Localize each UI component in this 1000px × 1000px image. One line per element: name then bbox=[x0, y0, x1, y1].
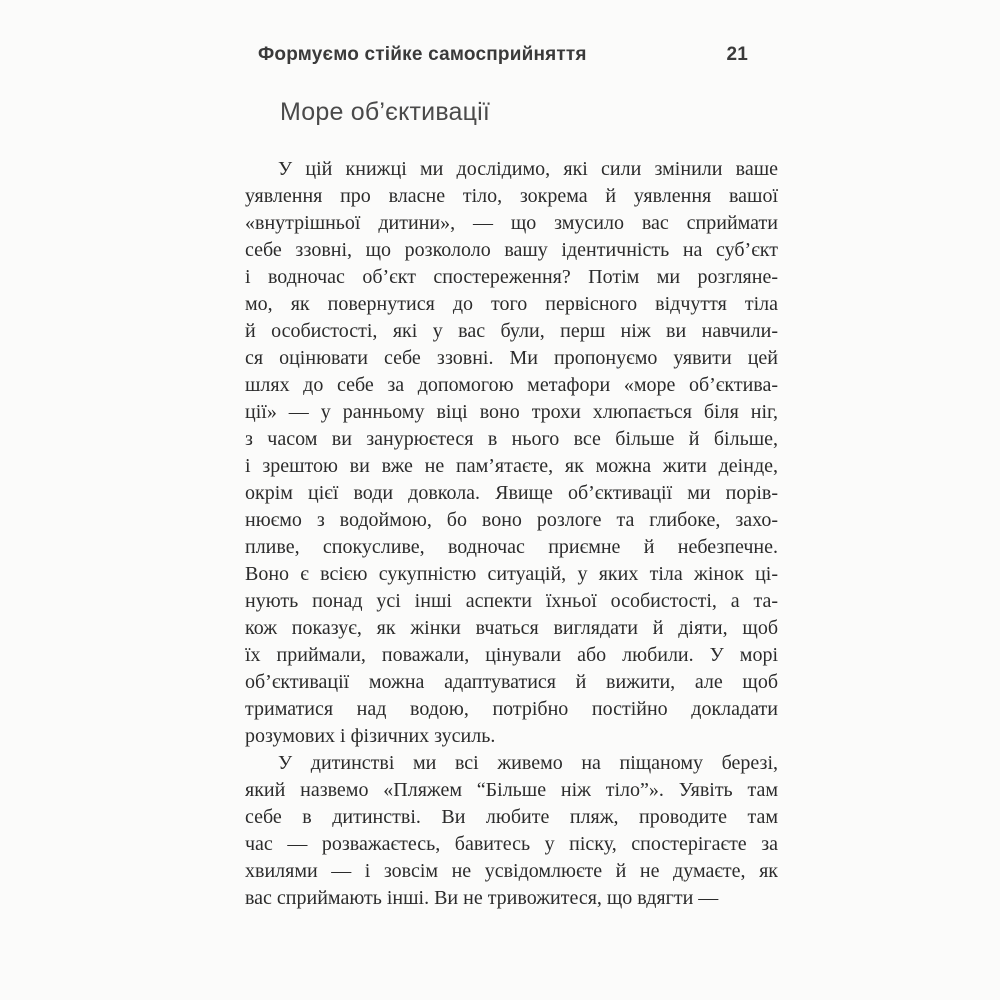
text-line: час — розважаєтесь, бавитесь у піску, спостерігаєте за bbox=[245, 833, 778, 855]
text-line: розумових і фізичних зусиль. bbox=[245, 725, 496, 747]
text-line: У дитинстві ми всі живемо на піщаному березі, bbox=[278, 752, 778, 774]
text-line: пливе, спокусливе, водночас приємне й небезпечне. bbox=[245, 536, 778, 558]
text-line: нують понад усі інші аспекти їхньої особистості, а та- bbox=[245, 590, 778, 612]
text-line: їх приймали, поважали, цінували або любили. У морі bbox=[245, 644, 778, 666]
text-line: й особистості, які у вас були, перш ніж ви навчили- bbox=[245, 320, 778, 342]
text-line: шлях до себе за допомогою метафори «море об’єктива- bbox=[245, 374, 778, 396]
text-line: кож показує, як жінки вчаться виглядати й діяти, щоб bbox=[245, 617, 778, 639]
text-line: вас сприймають інші. Ви не тривожитеся, що вдягти — bbox=[245, 887, 719, 909]
text-line: який назвемо «Пляжем “Більше ніж тіло”». Уявіть там bbox=[245, 779, 778, 801]
text-line: «внутрішньої дитини», — що змусило вас сприймати bbox=[245, 212, 778, 234]
text-line: уявлення про власне тіло, зокрема й уявлення вашої bbox=[245, 185, 778, 207]
body-text bbox=[245, 156, 778, 912]
text-line: і зрештою ви вже не пам’ятаєте, як можна жити деінде, bbox=[245, 455, 778, 477]
text-line: мо, як повернутися до того первісного відчуття тіла bbox=[245, 293, 778, 315]
text-line: У цій книжці ми дослідимо, які сили змінили ваше bbox=[278, 158, 778, 180]
text-line: хвилями — і зовсім не усвідомлюєте й не думаєте, як bbox=[245, 860, 778, 882]
text-line: ся оцінювати себе ззовні. Ми пропонуємо уявити цей bbox=[245, 347, 778, 369]
text-line: себе в дитинстві. Ви любите пляж, проводите там bbox=[245, 806, 778, 828]
text-line: і водночас об’єкт спостереження? Потім ми розгляне- bbox=[245, 266, 778, 288]
section-title: Море об’єктивації bbox=[280, 98, 491, 126]
text-line: об’єктивації можна адаптуватися й вижити, але щоб bbox=[245, 671, 778, 693]
page-header bbox=[245, 44, 778, 66]
text-line: себе ззовні, що розкололо вашу ідентичність на суб’єкт bbox=[245, 239, 778, 261]
running-title: Формуємо стійке самосприйняття bbox=[258, 44, 587, 65]
page-number: 21 bbox=[726, 44, 748, 65]
text-line: Воно є всією сукупністю ситуацій, у яких тіла жінок ці- bbox=[245, 563, 778, 585]
text-line: триматися над водою, потрібно постійно докладати bbox=[245, 698, 778, 720]
text-line: ції» — у ранньому віці воно трохи хлюпається біля ніг, bbox=[245, 401, 778, 423]
text-line: нюємо з водоймою, бо воно розлоге та глибоке, захо- bbox=[245, 509, 778, 531]
text-line: окрім цієї води довкола. Явище об’єктивації ми порів- bbox=[245, 482, 778, 504]
text-line: з часом ви занурюєтеся в нього все більше й більше, bbox=[245, 428, 778, 450]
